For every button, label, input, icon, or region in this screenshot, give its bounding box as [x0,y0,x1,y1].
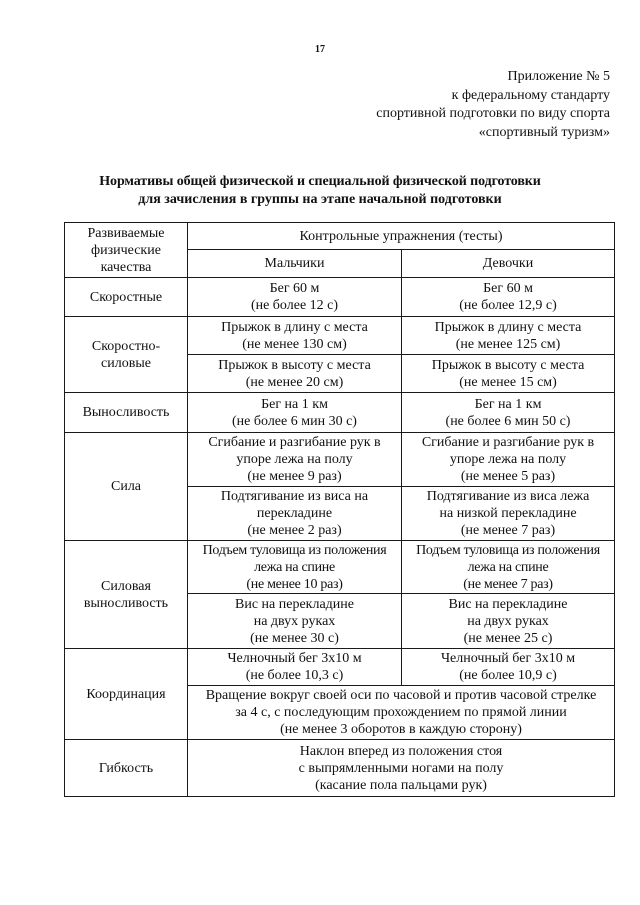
appendix-line: к федеральному стандарту [451,87,610,103]
quality-cell: Гибкость [65,740,188,797]
appendix-heading [376,68,610,142]
boys-norm-cell: Челночный бег 3x10 м (не более 10,3 с) [188,649,402,686]
girls-norm-cell: Прыжок в высоту с места (не менее 15 см) [402,355,615,393]
quality-cell: Скоростные [65,278,188,317]
girls-norm-cell: Подъем туловища из положения лежа на спине (не менее 7 раз) [402,541,615,594]
girls-norm-cell: Бег на 1 км (не более 6 мин 50 с) [402,393,615,433]
girls-norm-cell: Сгибание и разгибание рук в упоре лежа на полу (не менее 5 раз) [402,433,615,487]
title-line: Нормативы общей физической и специальной физической подготовки [99,174,541,189]
girls-norm-cell: Вис на перекладине на двух руках (не менее 25 с) [402,594,615,649]
header-boys: Мальчики [188,250,402,278]
boys-norm-cell: Подъем туловища из положения лежа на спине (не менее 10 раз) [188,541,402,594]
boys-norm-cell: Подтягивание из виса на перекладине (не менее 2 раз) [188,487,402,541]
shared-norm-cell: Наклон вперед из положения стоя с выпрямленными ногами на полу (касание пола пальцами рук) [188,740,615,797]
boys-norm-cell: Сгибание и разгибание рук в упоре лежа на полу (не менее 9 раз) [188,433,402,487]
girls-norm-cell: Бег 60 м (не более 12,9 с) [402,278,615,317]
boys-norm-cell: Бег 60 м (не более 12 с) [188,278,402,317]
girls-norm-cell: Прыжок в длину с места (не менее 125 см) [402,317,615,355]
girls-norm-cell: Подтягивание из виса лежа на низкой перекладине (не менее 7 раз) [402,487,615,541]
header-qualities: Развиваемые физические качества [65,223,188,278]
document-title [40,173,600,208]
appendix-line: Приложение № 5 [507,69,610,84]
boys-norm-cell: Бег на 1 км (не более 6 мин 30 с) [188,393,402,433]
title-line: для зачисления в группы на этапе начальной подготовки [138,191,502,207]
shared-norm-cell: Вращение вокруг своей оси по часовой и против часовой стрелке за 4 с, с последующим прохождением по прямой линии (не менее 3 оборотов в каждую сторону) [188,686,615,740]
standards-table [64,222,615,797]
quality-cell: Скоростно- силовые [65,317,188,393]
quality-cell: Силовая выносливость [65,541,188,649]
quality-cell: Выносливость [65,393,188,433]
boys-norm-cell: Прыжок в высоту с места (не менее 20 см) [188,355,402,393]
boys-norm-cell: Вис на перекладине на двух руках (не менее 30 с) [188,594,402,649]
appendix-line: «спортивный туризм» [478,124,610,140]
header-tests: Контрольные упражнения (тесты) [188,223,615,250]
header-girls: Девочки [402,250,615,278]
appendix-line: спортивной подготовки по виду спорта [376,106,610,121]
quality-cell: Координация [65,649,188,740]
page-number: 17 [315,44,325,55]
boys-norm-cell: Прыжок в длину с места (не менее 130 см) [188,317,402,355]
quality-cell: Сила [65,433,188,541]
girls-norm-cell: Челночный бег 3x10 м (не более 10,9 с) [402,649,615,686]
